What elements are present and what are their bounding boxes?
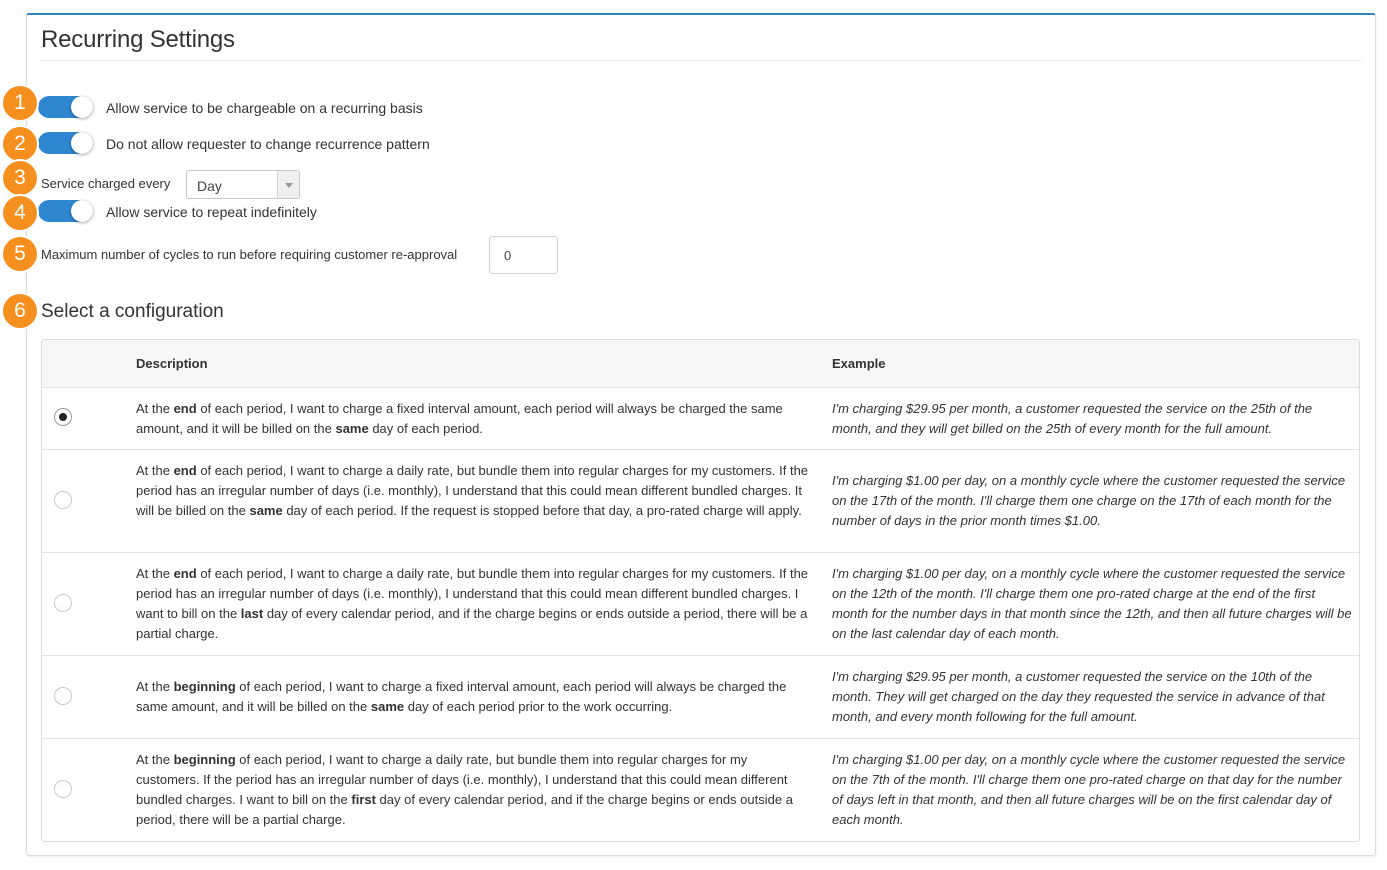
config-radio-3[interactable] bbox=[54, 594, 72, 612]
toggle-knob bbox=[71, 200, 93, 222]
title-divider bbox=[41, 60, 1361, 61]
step-badge-2: 2 bbox=[3, 127, 37, 161]
configuration-title: Select a configuration bbox=[41, 301, 224, 322]
table-header bbox=[42, 340, 1359, 388]
row-example: I'm charging $29.95 per month, a customer requested the service on the 10th of the month. They will get charged on the day they requested the service in advance of that month, and every month following for the full amount. bbox=[832, 669, 1325, 724]
lock-pattern-toggle-label: Do not allow requester to change recurrence pattern bbox=[106, 136, 430, 152]
description-column-header: Description bbox=[136, 356, 208, 371]
recurring-toggle-label: Allow service to be chargeable on a recurring basis bbox=[106, 100, 423, 116]
table-row[interactable] bbox=[42, 656, 1359, 739]
row-example: I'm charging $1.00 per day, on a monthly cycle where the customer requested the service on the 7th of the month. I'll charge them one pro-rated charge on that day for the number of days left in that month, and then all future charges will be on the first calendar day of each month. bbox=[832, 752, 1346, 827]
row-description: At the end of each period, I want to charge a fixed interval amount, each period will always be charged the same amount, and it will be billed on the same day of each period. bbox=[136, 401, 783, 436]
table-row[interactable] bbox=[42, 450, 1359, 553]
config-radio-5[interactable] bbox=[54, 780, 72, 798]
charged-every-value: Day bbox=[197, 178, 222, 194]
step-badge-5: 5 bbox=[3, 237, 37, 271]
config-radio-1[interactable] bbox=[54, 408, 72, 426]
charged-every-select[interactable] bbox=[186, 170, 300, 199]
row-description: At the end of each period, I want to charge a daily rate, but bundle them into regular charges for my customers. If the period has an irregular number of days (i.e. monthly), I understand that this could mean different bundled charges. It will be billed on the same day of each period. If the request is stopped before that day, a pro-rated charge will apply. bbox=[136, 463, 809, 518]
step-badge-6: 6 bbox=[3, 294, 37, 328]
lock-pattern-toggle[interactable] bbox=[38, 132, 93, 154]
table-row[interactable] bbox=[42, 387, 1359, 450]
row-example: I'm charging $29.95 per month, a customer requested the service on the 25th of the month, and they will get billed on the 25th of every month for the full amount. bbox=[832, 401, 1313, 436]
repeat-toggle-label: Allow service to repeat indefinitely bbox=[106, 204, 317, 220]
max-cycles-input[interactable] bbox=[489, 236, 558, 274]
example-column-header: Example bbox=[832, 356, 886, 371]
step-badge-1: 1 bbox=[3, 86, 37, 120]
page-title: Recurring Settings bbox=[41, 26, 235, 53]
config-radio-4[interactable] bbox=[54, 687, 72, 705]
row-description: At the end of each period, I want to charge a daily rate, but bundle them into regular charges for my customers. If the period has an irregular number of days (i.e. monthly), I understand that this could mean different bundled charges. I want to bill on the last day of every calendar period, and if the charge begins or ends outside a period, there will be a partial charge. bbox=[136, 566, 809, 641]
toggle-knob bbox=[71, 132, 93, 154]
step-badge-3: 3 bbox=[3, 161, 37, 195]
step-badge-4: 4 bbox=[3, 196, 37, 230]
max-cycles-label: Maximum number of cycles to run before requiring customer re-approval bbox=[41, 247, 458, 262]
chevron-down-icon bbox=[277, 171, 299, 198]
row-example: I'm charging $1.00 per day, on a monthly cycle where the customer requested the service on the 12th of the month. I'll charge them one pro-rated charge at the end of the first month for the number days in that month since the 12th, and then all future charges will be on the last calendar day of each month. bbox=[832, 566, 1352, 641]
row-description: At the beginning of each period, I want to charge a fixed interval amount, each period will always be charged the same amount, and it will be billed on the same day of each period prior to the work occurring. bbox=[136, 679, 787, 714]
configuration-table bbox=[41, 339, 1360, 842]
table-row[interactable] bbox=[42, 739, 1359, 842]
toggle-knob bbox=[71, 96, 93, 118]
table-row[interactable] bbox=[42, 553, 1359, 656]
charged-every-label: Service charged every bbox=[41, 176, 171, 191]
row-description: At the beginning of each period, I want to charge a daily rate, but bundle them into regular charges for my customers. If the period has an irregular number of days (i.e. monthly), I understand that this could mean different bundled charges. I want to bill on the first day of every calendar period, and if the charge begins or ends outside a period, there will be a partial charge. bbox=[136, 752, 793, 827]
config-radio-2[interactable] bbox=[54, 491, 72, 509]
row-example: I'm charging $1.00 per day, on a monthly cycle where the customer requested the service on the 17th of the month. I'll charge them one charge on the 17th of each month for the number of days in the prior month times $1.00. bbox=[832, 473, 1346, 528]
repeat-toggle[interactable] bbox=[38, 200, 93, 222]
recurring-toggle[interactable] bbox=[38, 96, 93, 118]
